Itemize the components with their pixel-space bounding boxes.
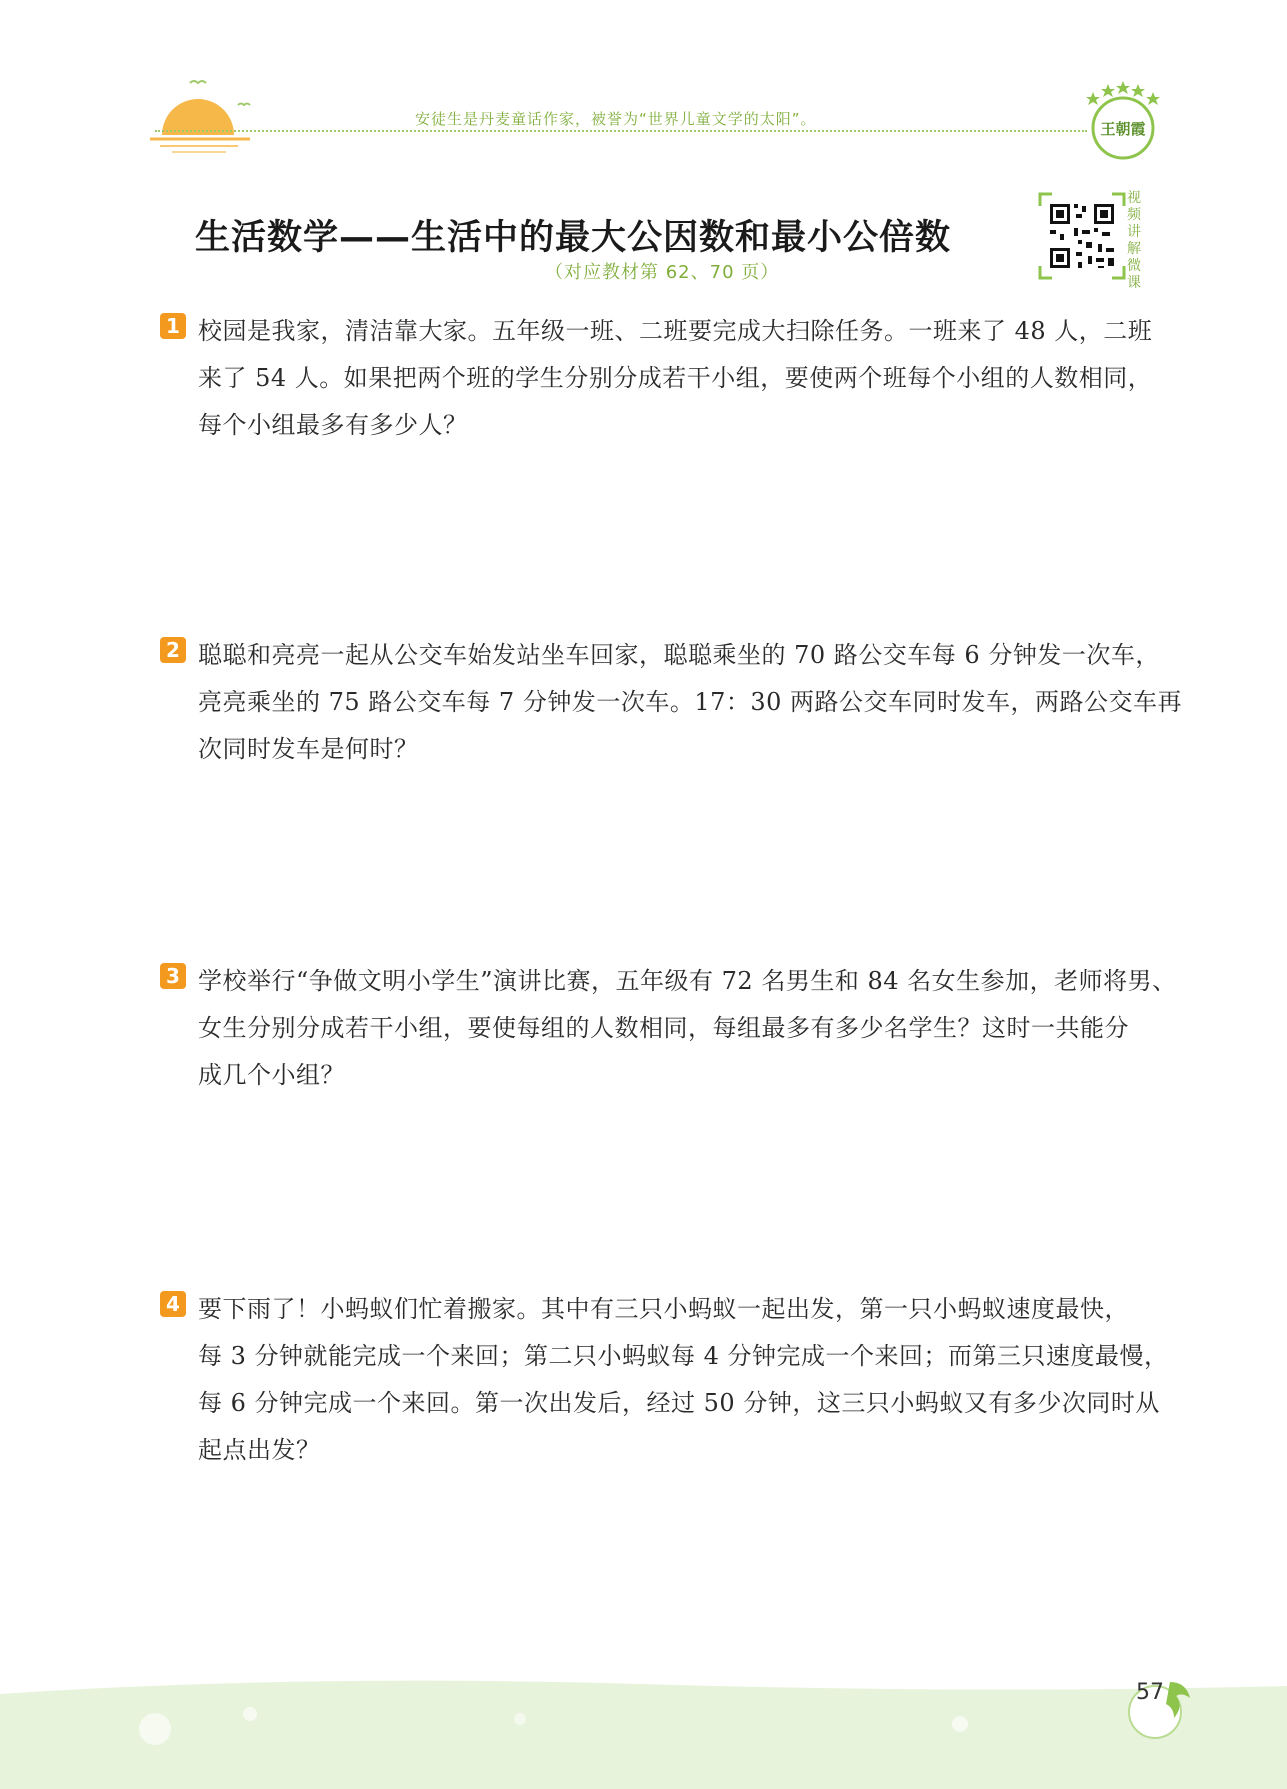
question-line: 亮亮乘坐的 75 路公交车每 7 分钟发一次车。17：30 两路公交车同时发车，两路公交车再 (198, 688, 1183, 716)
question-line: 成几个小组？ (198, 1061, 345, 1089)
page-title: 生活数学——生活中的最大公因数和最小公倍数 (195, 218, 952, 258)
question-line: 每 3 分钟就能完成一个来回；第二只小蚂蚁每 4 分钟完成一个来回；而第三只速度最慢， (198, 1342, 1169, 1370)
footer-decoration (0, 1674, 1287, 1789)
question-text (198, 958, 1287, 1099)
question-text (198, 1286, 1287, 1474)
question-text (198, 632, 1287, 773)
question-number-badge: 4 (160, 1291, 186, 1317)
question-line: 每个小组最多有多少人？ (198, 411, 468, 439)
page-header (0, 0, 1287, 160)
page-number: 57 (1136, 1680, 1164, 1705)
question-number-badge: 1 (160, 313, 186, 339)
question-line: 学校举行“争做文明小学生”演讲比赛，五年级有 72 名男生和 84 名女生参加，老师将男、 (198, 967, 1177, 995)
badge-text: 王朝霞 (1100, 120, 1146, 138)
question-line: 校园是我家，清洁靠大家。五年级一班、二班要完成大扫除任务。一班来了 48 人，二班 (198, 317, 1153, 345)
question-line: 次同时发车是何时？ (198, 735, 419, 763)
page-subtitle: （对应教材第 62、70 页） (545, 262, 780, 283)
header-divider (155, 130, 1087, 132)
header-slogan: 安徒生是丹麦童话作家，被誉为“世界儿童文学的太阳”。 (415, 110, 817, 128)
question-line: 每 6 分钟完成一个来回。第一次出发后，经过 50 分钟，这三只小蚂蚁又有多少次同时从 (198, 1389, 1160, 1417)
question-line: 女生分别分成若干小组，要使每组的人数相同，每组最多有多少名学生？这时一共能分 (198, 1014, 1129, 1042)
question-line: 来了 54 人。如果把两个班的学生分别分成若干小组，要使两个班每个小组的人数相同， (198, 364, 1153, 392)
sunset-logo-icon (150, 75, 260, 155)
question-line: 聪聪和亮亮一起从公交车始发站坐车回家，聪聪乘坐的 70 路公交车每 6 分钟发一次车， (198, 641, 1160, 669)
question-line: 起点出发？ (198, 1436, 321, 1464)
question-text (198, 308, 1287, 449)
question-line: 要下雨了！小蚂蚁们忙着搬家。其中有三只小蚂蚁一起出发，第一只小蚂蚁速度最快， (198, 1295, 1129, 1323)
brand-badge-icon (1079, 76, 1167, 164)
qr-code-icon (1038, 192, 1126, 280)
question-number-badge: 3 (160, 963, 186, 989)
qr-caption: 视频讲解微课 (1127, 190, 1141, 291)
question-number-badge: 2 (160, 637, 186, 663)
